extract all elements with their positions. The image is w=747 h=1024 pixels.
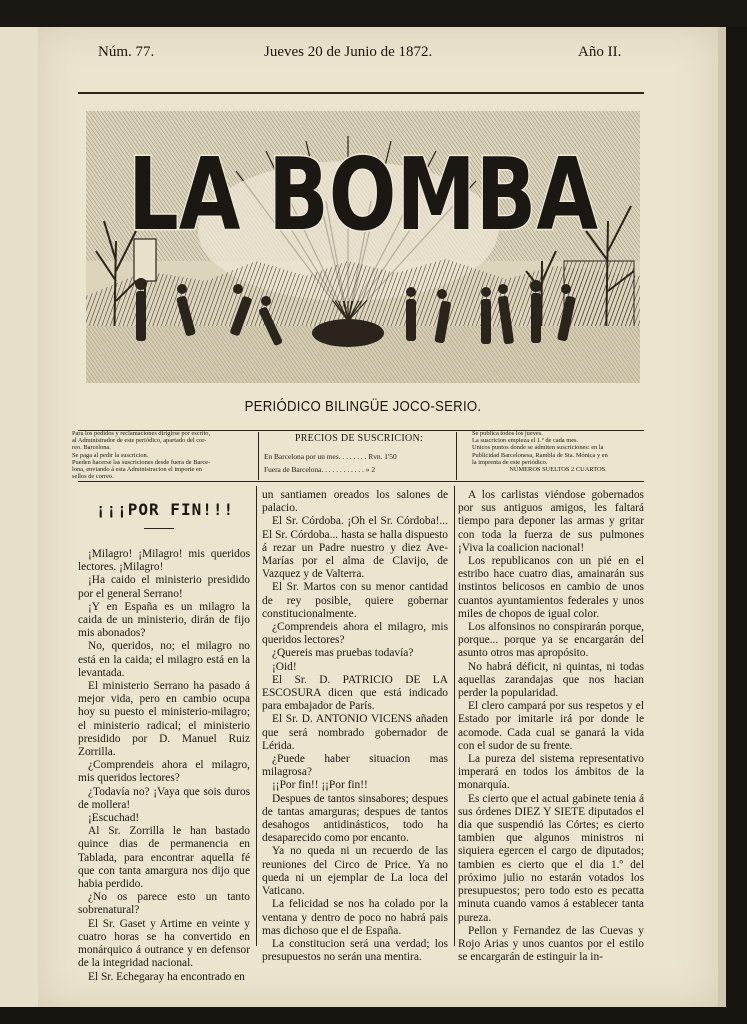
info-right-line: Se publica todos los jueves. [472, 430, 543, 437]
info-left-line: reo. Barcelona. [72, 444, 111, 452]
paragraph: ¿Todavía no? ¡Vaya que sois duros de mollera! [78, 785, 250, 811]
info-left-line: Se paga al pedir la suscricion. [72, 451, 149, 459]
paragraph: ¿Puede haber situacion mas milagrosa? [262, 753, 448, 779]
paragraph: Los republicanos con un pié en el estribo hace cuatro dias, amainarán sus instintos belicosos en cambio de unos cuantos ayuntamientos federales y unos miles de chopos de igual color. [458, 555, 644, 620]
column-rule-2 [454, 486, 455, 946]
paragraph: ¿Comprendeis ahora el milagro, mis queridos lectores? [78, 759, 250, 785]
paragraph: ¡Y en España es un milagro la caida de un ministerio, dirán de fijo mis abonados? [78, 600, 250, 640]
info-left-line: Pueden hacerse las suscriciones desde fuera de Barce- [72, 458, 211, 466]
heading-rule [144, 528, 174, 529]
paragraph: El Sr. Córdoba. ¡Oh el Sr. Córdoba!... El Sr. Córdoba... hasta se halla dispuesto á rezar un Padre nuestro y diez Ave-Marías por el alma de Clavijo, de Vazquez y de Valterra. [262, 515, 448, 581]
masthead-illustration [86, 111, 640, 383]
paragraph: A los carlistas viéndose gobernados por sus antiguos amigos, les faltará tiempo para deponer las armas y gritar con toda la fuerza de sus pulmones ¡Viva la coalicion nacional! [458, 489, 644, 554]
info-right-line: Publicidad Barcelonesa, Rambla de Sta. Mónica y en [472, 451, 608, 459]
info-right-line: la imprenta de este periódico. [472, 458, 548, 466]
paragraph: Pellon y Fernandez de las Cuevas y Rojo Arias y unos cuantos por el estilo se encargarán de estinguir la in- [458, 924, 644, 964]
paragraph: El clero campará por sus respetos y el Estado por imitarle irá por donde le acomode. Cada cual se ganará la vida con el sudor de su frente. [458, 700, 644, 752]
paragraph: ¿No os parece esto un tanto sobrenatural? [78, 891, 250, 917]
paragraph: Al Sr. Zorrilla le han bastado quince dias de permanencia en Tablada, para encontrar aquella fé que con tanta amargura nos dijo que habia perdido. [78, 825, 250, 891]
header-rule [78, 92, 644, 94]
info-divider-right [456, 432, 457, 480]
masthead-title: LA BOMBA [128, 136, 598, 253]
precios-title: PRECIOS DE SUSCRICION: [294, 433, 424, 444]
building [564, 261, 634, 331]
info-left-line: al Administrador de este periódico, apartado del cor- [72, 437, 207, 445]
info-left-line: lona, enviando á esta Administracion el importe en [72, 466, 202, 474]
paragraph: La felicidad se nos ha colado por la ventana y dentro de poco no habrá pais mas dichoso que el de España. [262, 898, 448, 937]
paragraph: La pureza del sistema representativo imperará en todos los ámbitos de la monarquía. [458, 753, 644, 792]
paragraph: El Sr. Echegaray ha encontrado en [88, 970, 245, 983]
info-precios [264, 430, 454, 480]
previous-page-edge [0, 27, 39, 1007]
paragraph: Despues de tantos sinsabores; despues de tantas amarguras; despues de tantos desahogos antidinásticos, todo ha desaparecido como por encanto. [262, 792, 448, 845]
article-column-1 [78, 548, 250, 984]
info-right-last: NÚMEROS SUELTOS 2 CUARTOS. [509, 466, 607, 474]
info-divider-left [258, 432, 259, 480]
paragraph: No, queridos, no; el milagro no está en la caida; el milagro está en la levantada. [78, 640, 250, 679]
info-bottom-rule [78, 481, 644, 482]
info-left-line: Para los pedidos y reclamaciones dirigirse por escrito, [72, 430, 211, 437]
article-column-2 [262, 489, 448, 964]
article-heading: ¡¡¡POR FIN!!! [95, 500, 235, 519]
paragraph: El Sr. D. ANTONIO VICENS añaden que será nombrado gobernador de Lérida. [262, 713, 448, 752]
paragraph: ¡Milagro! ¡Milagro! mis queridos lectores. ¡Milagro! [78, 548, 250, 574]
info-left [72, 430, 256, 480]
info-right-line: Unicos puntos donde se admiten suscriciones: en la [472, 444, 604, 452]
paragraph: La constitucion será una verdad; los presupuestos no serán una mentira. [262, 937, 448, 964]
issue-year: Año II. [578, 44, 622, 60]
info-right-line: La suscricion empieza el 1.º de cada mes. [472, 437, 579, 445]
paragraph: El Sr. Gaset y Artime en veinte y cuatro horas se ha convertido en monárquico á outrance y en defensor de la integridad nacional. [78, 917, 250, 970]
column-rule-1 [256, 486, 257, 946]
article-column-3 [458, 489, 644, 964]
paragraph: Es cierto que el actual gabinete tenia á sus órdenes DIEZ Y SIETE diputados el dia que suspendió las Córtes; es cierto tambien que algunos ministros ni siquiera egercen el cargo de diputados; tambien es cierto que el dia 1.º del próximo julio no estarán votados los presupuestos; pero todo esto es pecatta minuta cuando vamos á establecer tanta pureza. [458, 792, 644, 924]
paragraph: El Sr. D. PATRICIO DE LA ESCOSURA dicen que está indicado para embajador de París. [262, 673, 448, 713]
masthead-engraving [86, 111, 640, 383]
issue-date: Jueves 20 de Junio de 1872. [264, 44, 433, 60]
paragraph: El ministerio Serrano ha pasado á mejor vida, pero en cambio ocupa hoy su puesto el ministerio-milagro; el ministerio radical; el ministerio presidido por D. Manuel Ruiz Zorrilla. [78, 680, 250, 759]
paragraph: ¡Ha caido el ministerio presidido por el general Serrano! [78, 574, 250, 600]
paragraph: un santiamen oreados los salones de palacio. [262, 489, 448, 515]
paragraph: ¡Escuchad! [88, 812, 140, 825]
info-left-line: sellos de correo. [72, 473, 114, 481]
page-right-edge [718, 27, 726, 1007]
paragraph: ¿Quereis mas pruebas todavía? [272, 647, 414, 660]
paragraph: ¡¡Por fin!! ¡¡Por fin!! [272, 779, 368, 792]
issue-number: Núm. 77. [98, 44, 155, 60]
paragraph: Los alfonsinos no conspirarán porque, porque... porque ya se encargarán del asunto otros mas apropósito. [458, 621, 644, 660]
paragraph: ¿Comprendeis ahora el milagro, mis queridos lectores? [262, 621, 448, 647]
bomb-crater [312, 319, 384, 347]
precios-line: En Barcelona por un mes. . . . . . . . Rvn. 1'50 [264, 452, 397, 461]
paragraph: No habrá déficit, ni quintas, ni todas aquellas zarandajas que nos hacian perder la popularidad. [458, 660, 644, 700]
precios-line: Fuera de Barcelona. . . . . . . . . . . . » 2 [264, 465, 376, 474]
scan-top-strip [0, 0, 747, 27]
paragraph: ¡Oid! [272, 660, 297, 673]
info-right [472, 430, 644, 480]
paragraph: El Sr. Martos con su menor cantidad de rey posible, quiere gobernar constitucionalmente. [262, 581, 448, 620]
paragraph: Ya no queda ni un recuerdo de las reuniones del Circo de Price. Ya no queda ni un ejemplar de La loca del Vaticano. [262, 845, 448, 898]
masthead-subtitle: PERIÓDICO BILINGÜE JOCO-SERIO. [244, 398, 482, 415]
